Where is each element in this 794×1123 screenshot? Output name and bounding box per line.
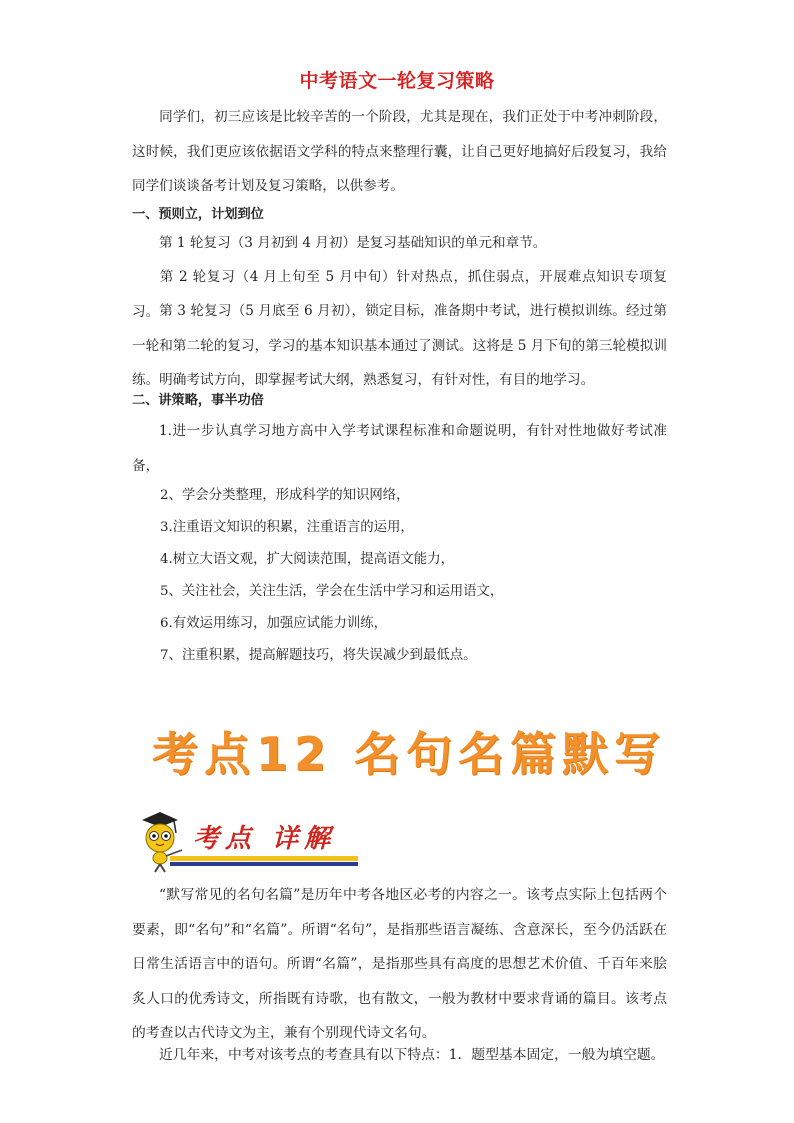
banner-yellow-bar [170, 856, 358, 861]
section1-p1-text: 第 1 轮复习（3 月初到 4 月初）是复习基础知识的单元和章节。 [159, 235, 547, 251]
section2-item-1-text: 1.进一步认真学习地方高中入学考试课程标准和命题说明，有针对性地做好考试准备， [132, 423, 667, 474]
section2-item-2: 2、学会分类整理，形成科学的知识网络， [160, 488, 410, 503]
section1-p3 [132, 294, 667, 398]
body-paragraph-1 [132, 878, 667, 1051]
body-paragraph-2 [132, 1038, 667, 1073]
page-title: 中考语文一轮复习策略 [299, 70, 495, 92]
section1-p3-text: 第 3 轮复习（5 月底至 6 月初），锁定目标，准备期中考试，进行模拟训练。经过第一轮和第二轮的复习，学习的基本知识基本通过了测试。这将是 5 月下旬的第三轮模拟训练。明确考试方向，即掌握考试大纲，熟悉复习，有针对性，有目的地学习。 [132, 303, 667, 388]
section1-heading: 一、预则立，计划到位 [132, 207, 264, 222]
section1-p2-text: 第 2 轮复习（4 月上旬至 5 月中旬）针对热点，抓住弱点，开展难点知识专项复习。 [132, 269, 667, 320]
section2-item-3: 3.注重语文知识的积累，注重语言的运用， [160, 520, 414, 535]
banner-blue-bar [170, 862, 358, 866]
section2-heading: 二、讲策略，事半功倍 [132, 393, 264, 408]
body-paragraph-2-text: 近几年来，中考对该考点的考查具有以下特点：1．题型基本固定，一般为填空题。 [159, 1047, 665, 1063]
kaodian-title: 考点12 名句名篇默写 [152, 727, 667, 781]
section1-p1 [132, 226, 667, 261]
section2-item-1 [132, 414, 667, 483]
section2-item-4: 4.树立大语文观，扩大阅读范围，提高语文能力， [160, 552, 454, 567]
intro-paragraph [132, 100, 667, 204]
intro-text: 同学们，初三应该是比较辛苦的一个阶段，尤其是现在，我们正处于中考冲刺阶段，这时候，我们更应该依据语文学科的特点来整理行囊，让自己更好地搞好后段复习，我给同学们谈谈备考计划及复习策略，以供参考。 [132, 109, 667, 194]
body-paragraph-1-text: “默写常见的名句名篇”是历年中考各地区必考的内容之一。该考点实际上包括两个要素，即“名句”和“名篇”。所谓“名句”，是指那些语言凝练、含意深长，至今仍活跃在日常生活语言中的语句。所谓“名篇”，是指那些具有高度的思想艺术价值、千百年来脍炙人口的优秀诗文，所指既有诗歌，也有散文，一般为教材中要求背诵的篇目。该考点的考查以古代诗文为主，兼有个别现代诗文名句。 [132, 887, 667, 1041]
section2-item-5: 5、关注社会，关注生活，学会在生活中学习和运用语文， [160, 584, 504, 599]
banner-label: 考点 详解 [193, 824, 337, 854]
section2-item-7: 7、注重积累，提高解题技巧，将失误减少到最低点。 [160, 648, 477, 663]
section2-item-6: 6.有效运用练习，加强应试能力训练， [160, 616, 388, 631]
